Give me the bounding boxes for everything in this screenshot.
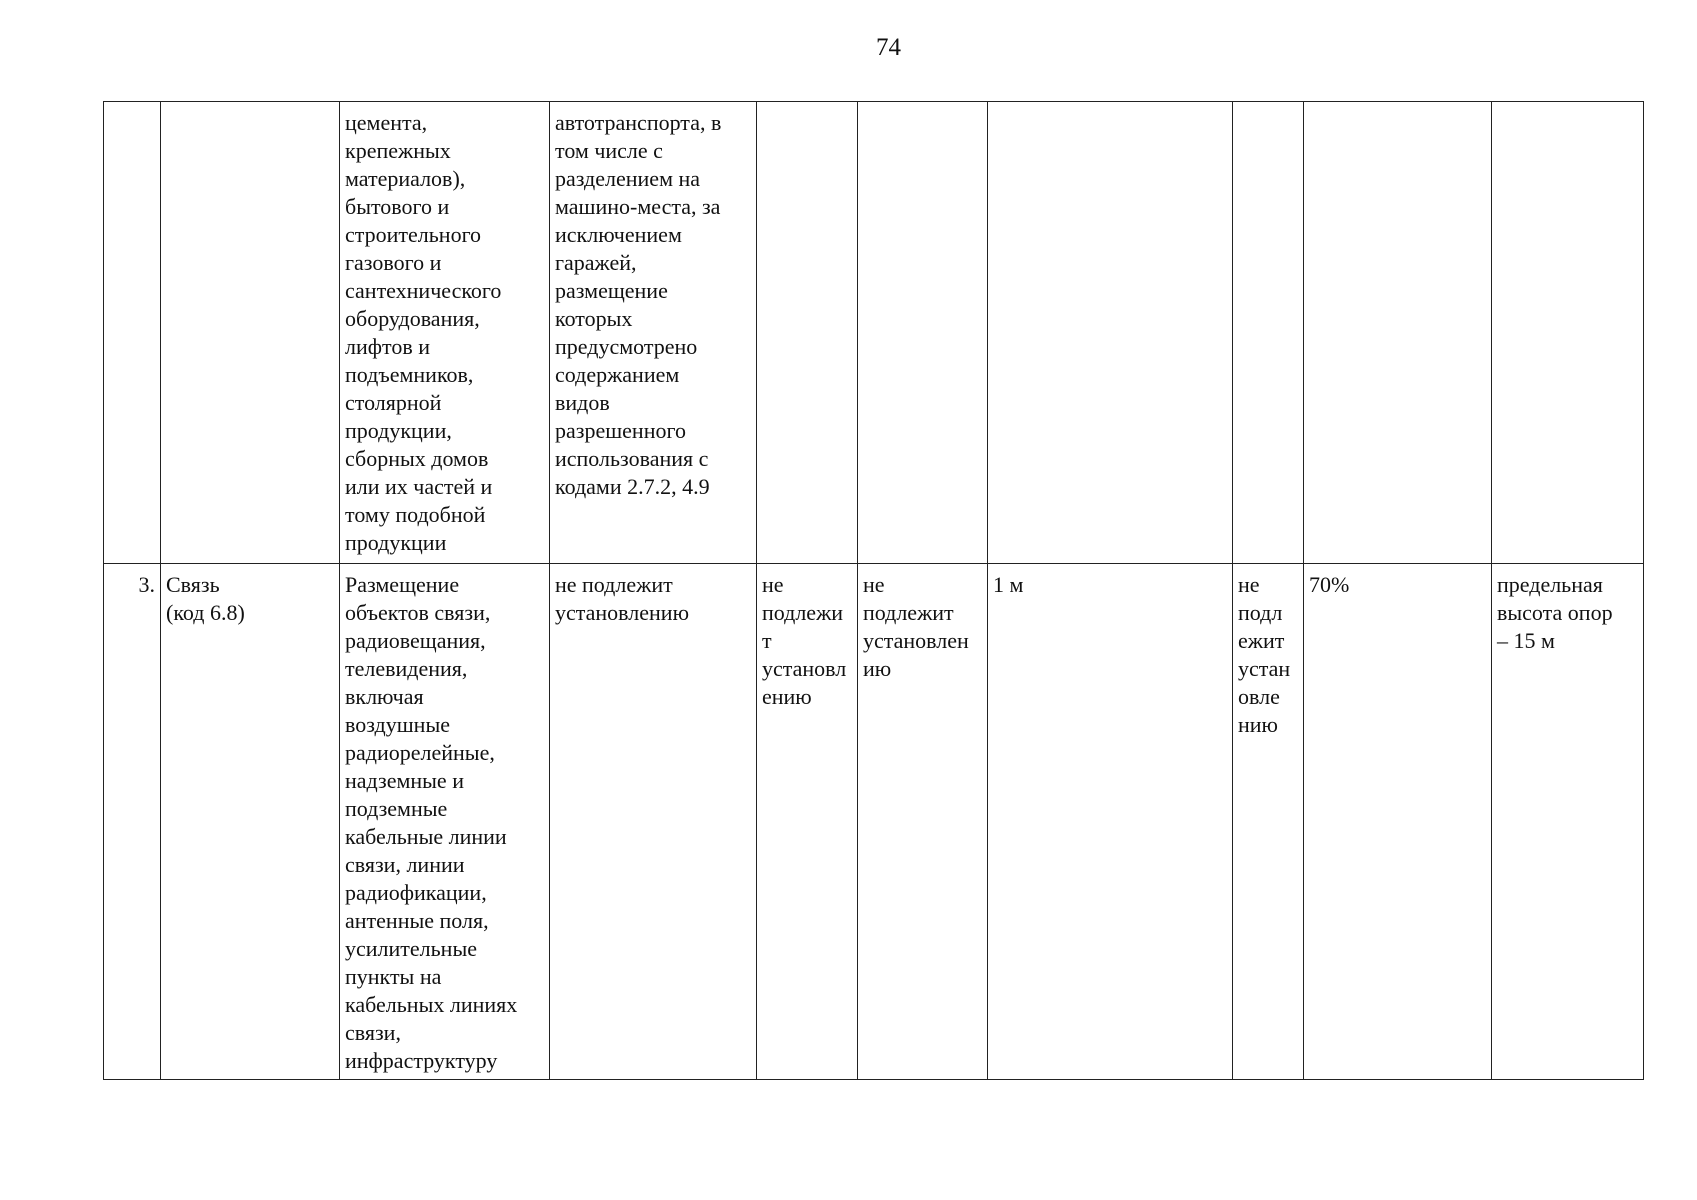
description-cell: Размещение объектов связи, радиовещания, телевидения, включая воздушные радиорелейные, надземные и подземные кабельные линии связи, линии радиофикации, антенные поля, усилительные пункты на кабельных линиях связи, инфраструктуру [340,564,550,1080]
zoning-regulations-table [103,101,1644,1080]
row-number-cell [104,102,161,564]
parameter-cell [858,102,988,564]
coverage-cell: 70% [1304,564,1492,1080]
description-cell: цемента, крепежных материалов), бытового и строительного газового и сантехнического оборудования, лифтов и подъемников, столярной продукции, сборных домов или их частей и тому подобной продукции [340,102,550,564]
page-number: 74 [876,34,901,61]
setback-cell [988,102,1233,564]
other-parameters-cell: предельная высота опор – 15 м [1492,564,1644,1080]
description-continued-cell: не подлежит установлению [550,564,757,1080]
description-continued-cell: автотранспорта, в том числе с разделением на машино-места, за исключением гаражей, размещение которых предусмотрено содержанием видов разрешенного использования с кодами 2.7.2, 4.9 [550,102,757,564]
setback-cell: 1 м [988,564,1233,1080]
parameter-cell [757,102,858,564]
parameter-cell: не подлежит установлен ию [858,564,988,1080]
parameter-cell: не подл ежит устан овле нию [1233,564,1304,1080]
other-parameters-cell [1492,102,1644,564]
land-use-type-cell: Связь (код 6.8) [161,564,340,1080]
land-use-type-cell [161,102,340,564]
coverage-cell [1304,102,1492,564]
parameter-cell: не подлежи т установл ению [757,564,858,1080]
parameter-cell [1233,102,1304,564]
table-row [104,102,1644,564]
table-row [104,564,1644,1080]
row-number-cell: 3. [104,564,161,1080]
